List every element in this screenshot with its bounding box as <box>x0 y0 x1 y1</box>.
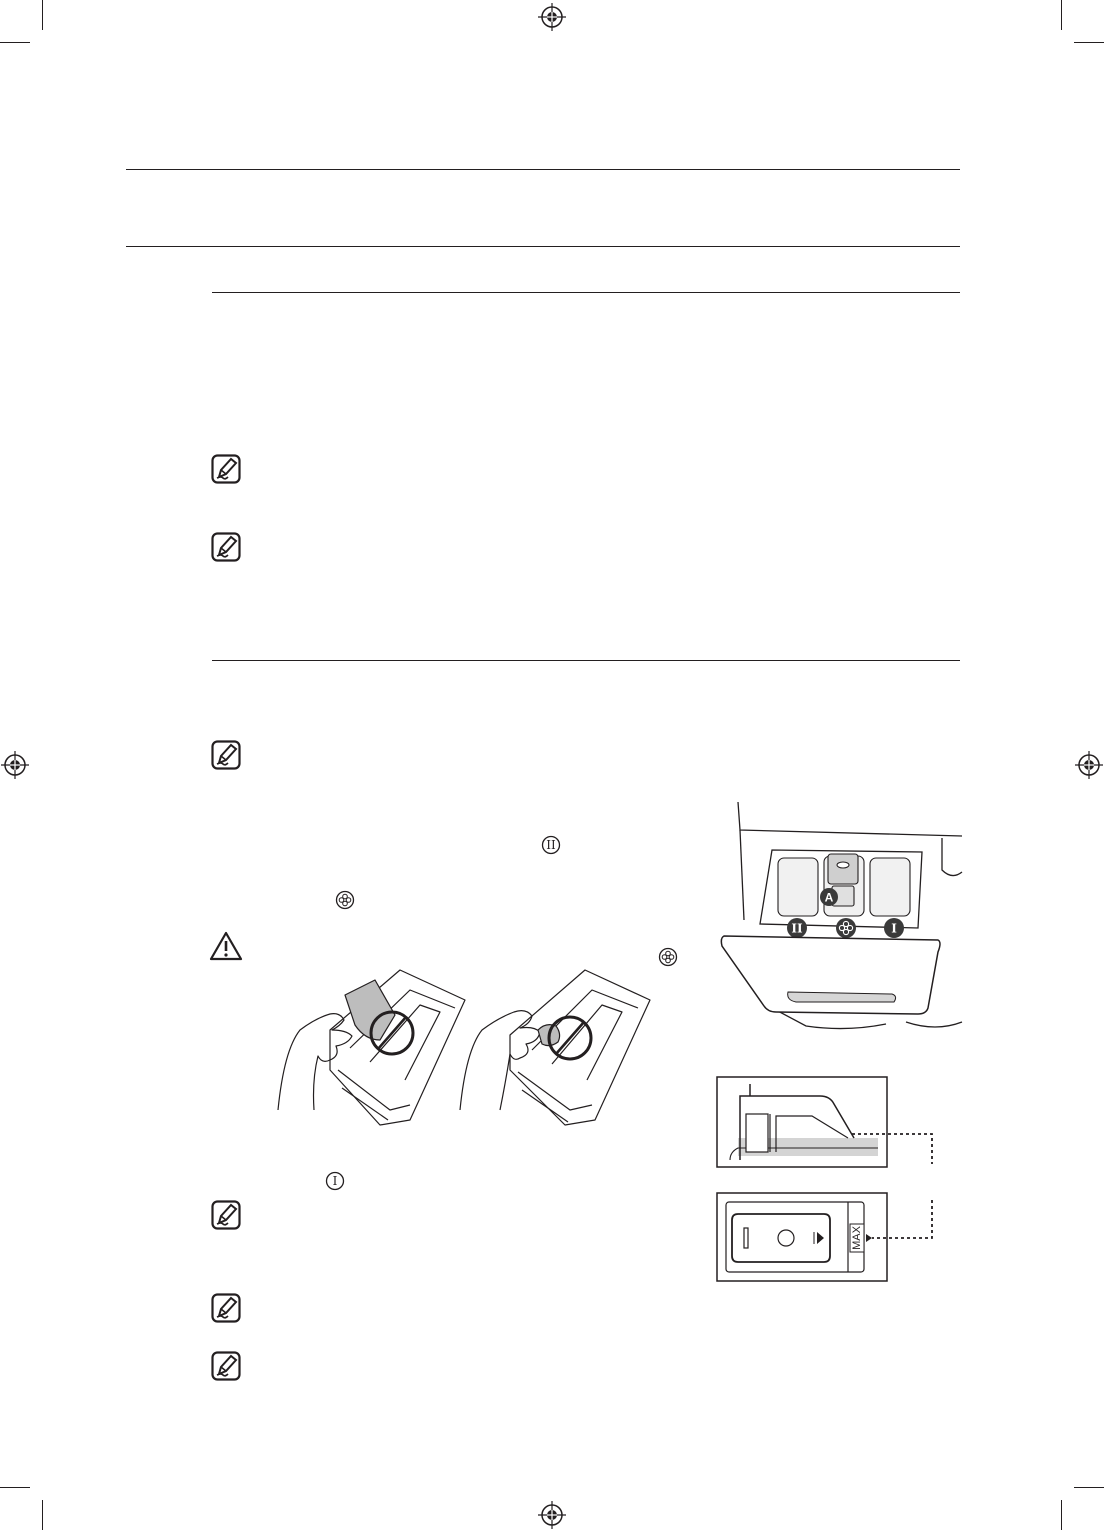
svg-text:I: I <box>332 1174 338 1188</box>
registration-mark-right <box>1075 751 1103 779</box>
note-icon <box>211 1351 241 1381</box>
drawer-removal-illustration <box>270 960 690 1140</box>
note-icon <box>211 532 241 562</box>
svg-text:II: II <box>791 921 803 936</box>
softener-compartment-icon <box>335 890 355 910</box>
warning-icon <box>209 931 243 961</box>
registration-mark-top <box>538 3 566 31</box>
svg-text:I: I <box>891 921 897 936</box>
prewash-compartment-icon <box>325 1171 345 1191</box>
registration-mark-left <box>1 751 29 779</box>
note-icon <box>211 454 241 484</box>
section-rule-1 <box>212 292 960 293</box>
svg-text:II: II <box>546 838 556 852</box>
svg-text:A: A <box>824 890 834 905</box>
registration-mark-bottom <box>538 1501 566 1529</box>
header-rule-bottom <box>126 246 960 247</box>
level-leader-line <box>852 1128 942 1244</box>
note-icon <box>211 1293 241 1323</box>
svg-text:MAX: MAX <box>850 1226 863 1250</box>
note-icon <box>211 1200 241 1230</box>
main-wash-compartment-icon <box>541 835 561 855</box>
header-rule-top <box>126 169 960 170</box>
note-icon <box>211 740 241 770</box>
section-rule-2 <box>212 660 960 661</box>
detergent-drawer-illustration <box>716 800 964 1040</box>
